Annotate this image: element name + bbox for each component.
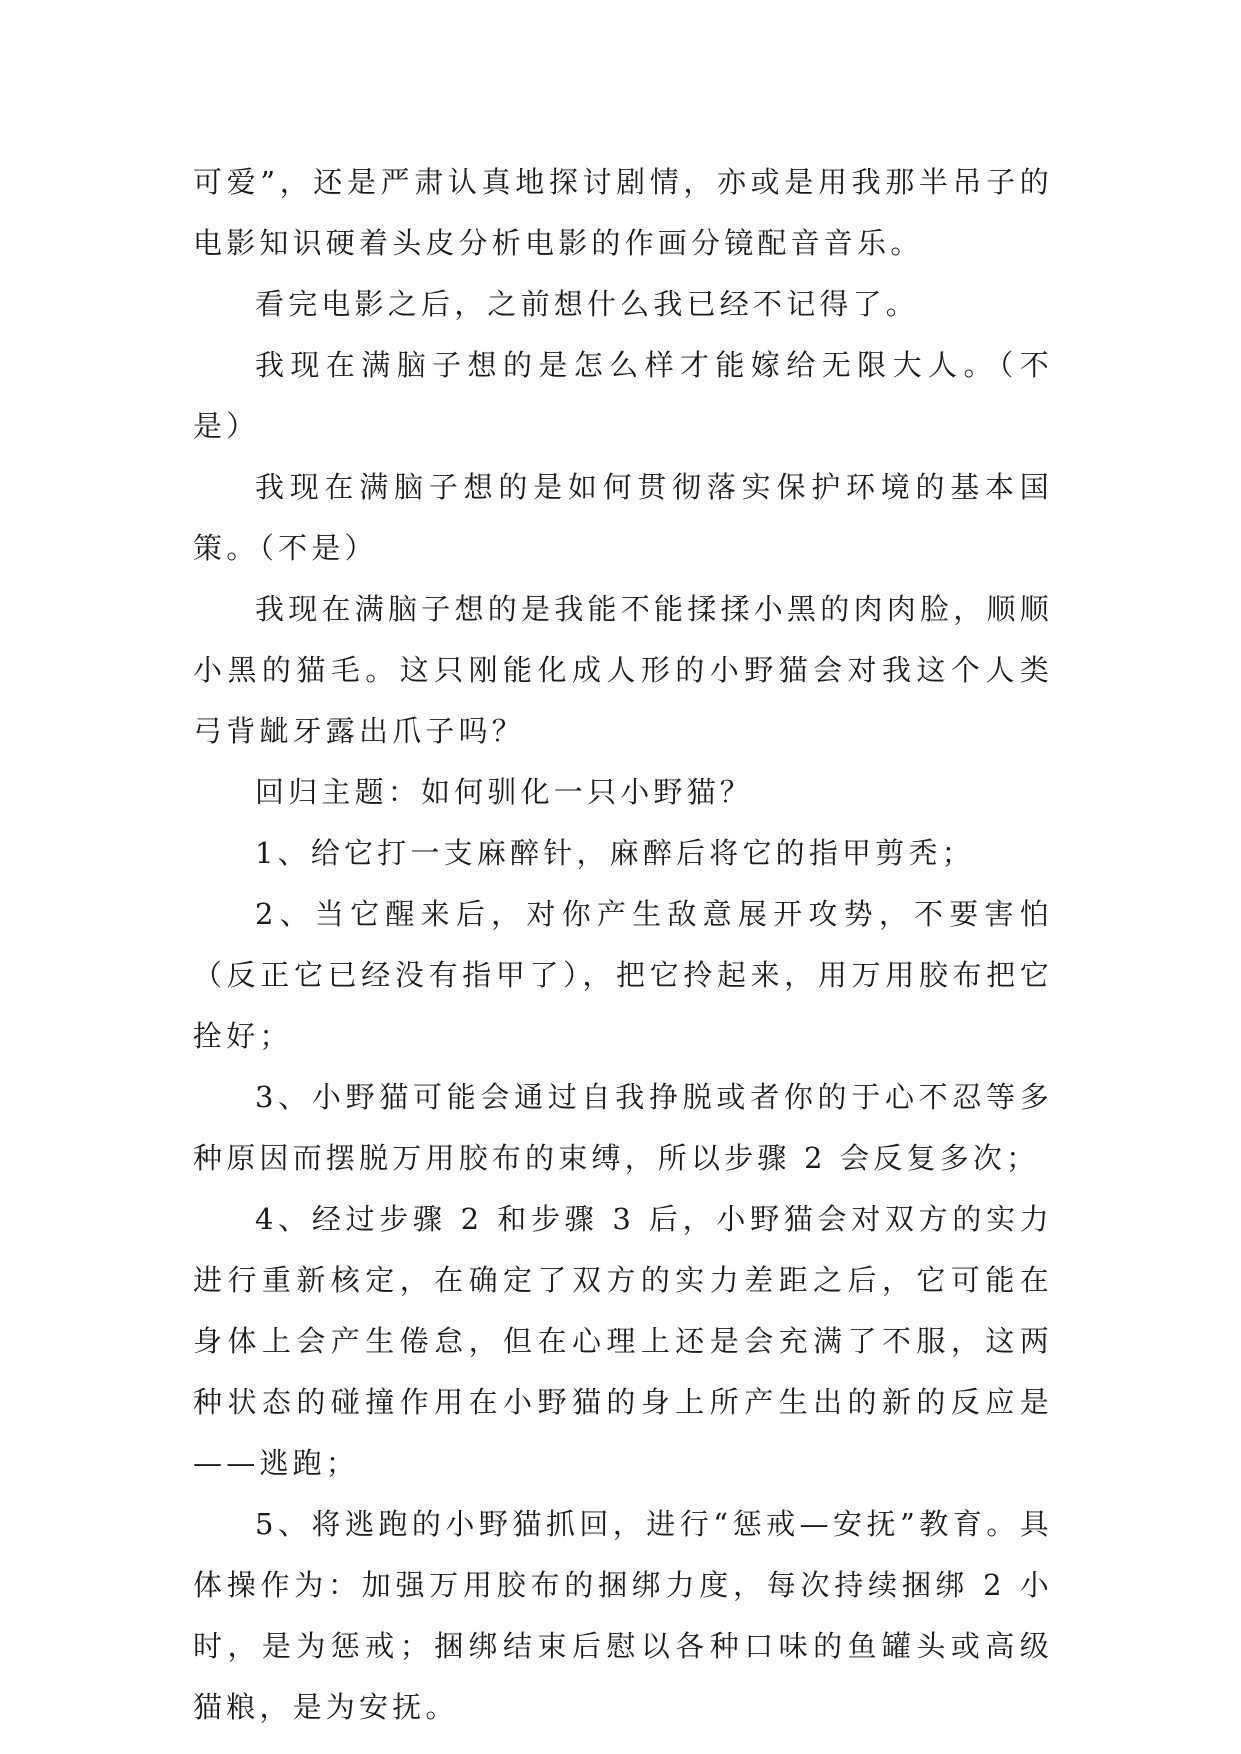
list-item-step-4: 4、经过步骤 2 和步骤 3 后，小野猫会对双方的实力进行重新核定，在确定了双方的实力差距之后，它可能在身体上会产生倦怠，但在心理上还是会充满了不服，这两种状态的碰撞作用在小野猫的身上所产生出的新的反应是——逃跑； [193,1202,1053,1480]
paragraph-thought-3: 我现在满脑子想的是我能不能揉揉小黑的肉肉脸，顺顺小黑的猫毛。这只刚能化成人形的小野猫会对我这个人类弓背龇牙露出爪子吗？ [193,592,1053,748]
list-item-step-5: 5、将逃跑的小野猫抓回，进行“惩戒—安抚”教育。具体操作为：加强万用胶布的捆绑力度，每次持续捆绑 2 小时，是为惩戒；捆绑结束后慰以各种口味的鱼罐头或高级猫粮，是为安抚。 [193,1507,1053,1724]
list-item-step-2: 2、当它醒来后，对你产生敌意展开攻势，不要害怕（反正它已经没有指甲了），把它拎起来，用万用胶布把它拴好； [193,897,1053,1053]
paragraph-thought-1: 我现在满脑子想的是怎么样才能嫁给无限大人。（不是） [193,348,1053,443]
paragraph-topic: 回归主题：如何驯化一只小野猫？ [255,775,754,809]
paragraph-thought-2: 我现在满脑子想的是如何贯彻落实保护环境的基本国策。（不是） [193,470,1053,565]
paragraph-after-movie: 看完电影之后，之前想什么我已经不记得了。 [255,287,920,321]
paragraph-intro-continuation: 可爱”，还是严肃认真地探讨剧情，亦或是用我那半吊子的电影知识硬着头皮分析电影的作画分镜配音音乐。 [193,165,1053,260]
list-item-step-3: 3、小野猫可能会通过自我挣脱或者你的于心不忍等多种原因而摆脱万用胶布的束缚，所以步骤 2 会反复多次； [193,1080,1053,1175]
document-body [193,152,1053,1738]
list-item-step-1: 1、给它打一支麻醉针，麻醉后将它的指甲剪秃； [255,836,975,870]
